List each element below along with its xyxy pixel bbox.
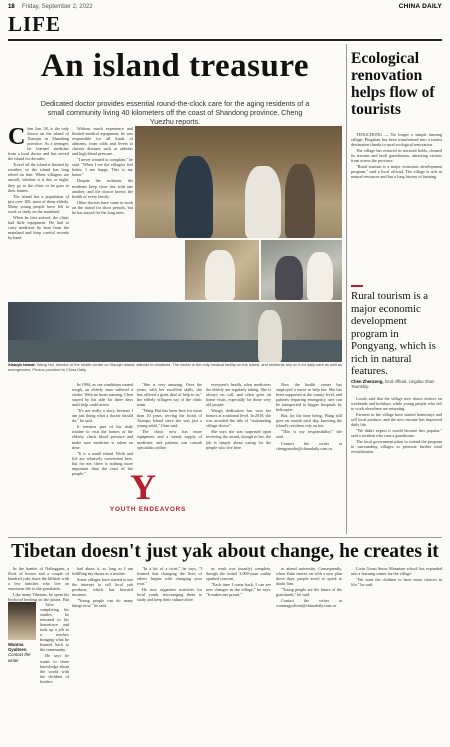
paragraph: to attend university. Consequently, when Zaho moves on with a new plan these days, people aren't so quick to doubt him. (276, 566, 342, 587)
paragraph: Locals said that the village now draws visitors on weekends and holidays, while young people who left to work elsewhere are returning. (351, 396, 442, 412)
paragraph: Travel off the island is limited by weather, so the island has long relied on him. When villagers are unwell, whether it is day or night, they go to the clinic or he goes to their homes. (8, 162, 69, 193)
paragraph: "Young people can do many things now," he said. (72, 598, 133, 609)
story2-headline: Tibetan doesn't just yak about change, he creates it (11, 541, 439, 562)
story-column-1 (8, 126, 69, 422)
sidebar-headline: Ecological renovation helps flow of tourists (351, 50, 435, 118)
section-title: LIFE (8, 12, 62, 36)
story-column-2 (72, 126, 133, 301)
paragraph: She says she was surprised upon receiving the award, though to her, the job is simply about caring for the people who live here. (206, 429, 271, 450)
paragraph: In the hamlet of Nalinggina, a flock of horses and a couple of hundred yaks share the hillside with a few families who live an enormous life in the grasslands. (8, 566, 69, 592)
paragraph: Now the health center has employed a nurse to help her. She has been supported at the county level, and patients requiring emergency care can be transported to bigger hospitals by helicopter. (276, 382, 342, 413)
drop-cap: C (8, 126, 26, 150)
doctor-photo (185, 240, 259, 300)
sidebar-column-top (351, 132, 442, 282)
paragraph: "Rural tourism is a major economic development program," said a local official. The village is rich in natural resources and has a long history of farming. (351, 164, 442, 180)
paragraph: Contact the writer at chengyuezhu@chinadaily.com.cn (276, 440, 342, 451)
paragraph: The clinic now has more equipment and a steady supply of medicine, and patients can consult specialists online. (137, 429, 202, 450)
paragraph: The local government plans to extend the program to surrounding villages to promote further rural revitalization. (351, 439, 442, 455)
story-column-6 (276, 382, 342, 534)
paragraph: "It's not really a story, because I am just doing what a doctor should do," he said. (72, 408, 133, 424)
patient-photo (261, 240, 342, 300)
story2-column-1b (40, 602, 69, 740)
sidebar-column-bottom (351, 396, 442, 534)
story2-column-4 (206, 566, 271, 740)
paragraph: Chen Jun, 58, is the only doctor on the island of Xiaoqin in Shandong province. As a teenager, he learned medicine from a local doctor and has served the island for decades. (8, 126, 69, 162)
page-header (8, 3, 442, 13)
paragraph: Farmers in the village have started homestays and sell local produce, and the new income has improved daily life. (351, 412, 442, 428)
paragraph: He now organizes activities for local youth, encouraging them to study and keep their culture alive. (137, 587, 202, 603)
paragraph: Lixin Gouzi Snow Mountain school has expanded into a learning center for the village. (351, 566, 442, 577)
paragraph: "She is very amazing. Over the years, with her excellent skills, she has offered a great deal of help to us," the elderly villagers say of the clinic team. (137, 382, 202, 408)
caption-text: Wang Hui, director of the health center on Xiaoqin Island, attends to residents. The center is the only medical facility on the island, and residents rely on it for daily care as well as emergencies. Photos provided to China Daily. (8, 362, 342, 372)
paragraph: The village has restored its terraced fields, cleaned its streams and built guesthouses, attracting visitors from across the province. (351, 148, 442, 164)
author-credit: Wanma Gyaltsen Contact the writer (8, 642, 31, 663)
paragraph: Despite the isolation, the residents keep close ties with one another, and the doctor knows the health of every family. (72, 178, 133, 199)
paragraph: "It is a small island. Work and life are relatively convenient here, but for me, there is nothing more important than the trust of the people." (72, 450, 133, 476)
page-number: 18 (8, 4, 15, 10)
paragraph: "In a bit of a twist," he says, "I learned that changing the lives of others begins with changing your own." (137, 566, 202, 587)
paragraph: "Each time I come back, I can see new changes in the village," he says. "It makes me proud." (206, 582, 271, 598)
paragraph: Wang's dedication has won her honors at a national level. In 2019, she was awarded the title of "outstanding village doctor". (206, 408, 271, 429)
date-line: Friday, September 2, 2022 (22, 4, 93, 10)
paragraph: "Wang Hui has been here for more than 10 years, serving the locals of Xiaoqin Island since she was just a young adult," Chen said. (137, 408, 202, 429)
story2-column-6 (351, 566, 442, 740)
paragraph: everyone's health, what medicines the elderly are regularly taking. She is always on call, and often goes on home visits, especially for those very old people. (206, 382, 271, 408)
paragraph: It remains part of his daily routine to visit the homes of the elderly, check blood pressure and make sure medicine is taken on time. (72, 424, 133, 450)
story-deck: Dedicated doctor provides essential round-the-clock care for the aging residents of a small community living 40 kilometers off the coast of Shandong province, Cheng Yuezhu reports. (40, 99, 310, 126)
paragraph: Contact the writer at wanmagyaltsen@chinadaily.com.cn (276, 598, 342, 609)
paper-logo: CHINA DAILY (398, 3, 442, 10)
story-divider (8, 537, 442, 538)
story2-column-5 (276, 566, 342, 740)
youth-endeavors-logo: Y YOUTH ENDEAVORS (109, 467, 187, 513)
island-panorama-photo (8, 302, 342, 362)
paragraph: He says he wants to share knowledge about the world with the children of herders. (40, 653, 69, 684)
paragraph: But, for the time being, Wang still goes on rounds each day, knowing the island's residents rely on her. (276, 413, 342, 429)
paragraph: When he first arrived, the clinic had little equipment. He had to carry medicine by boat from the mainland and keep careful records by hand. (8, 214, 69, 240)
photo-caption (8, 363, 342, 373)
story-column-5 (206, 382, 271, 534)
paragraph: After completing his studies, he returned to his hometown and took up a job as a teacher, bringing what he learned back to the community. (40, 602, 69, 653)
section-rule (8, 39, 442, 41)
caption-label: Xiaoqin Island: (8, 362, 36, 367)
paragraph: "This is my responsibility," she said. (276, 429, 342, 440)
paragraph: "We didn't expect it would become this popular," said a resident who runs a guesthouse. (351, 428, 442, 439)
story2-column-2 (72, 566, 133, 740)
pull-quote-attribution: Chen Zhenzong, local official, Lingdao Shan Township (351, 379, 435, 389)
clinic-photo (135, 126, 342, 238)
paragraph: Some villages have started to use the internet to sell local yak products, which has boosted incomes. (72, 577, 133, 598)
paragraph: or, work was (mostly) complete, though the initial 3,000-yuan outlay sparked concern. (206, 566, 271, 582)
paragraph: TENGCHONG — No longer a simple farming village, Pingshan has been transformed into a tourist destination thanks to rural ecological renovation. (351, 132, 442, 148)
pull-quote-accent (351, 285, 363, 287)
paragraph: "We want the children to have more choices in life," he said. (351, 577, 442, 588)
paragraph: Other doctors have come to work on the island for short periods, but he has stayed for the long term. (72, 199, 133, 215)
story2-column-1 (8, 566, 69, 602)
paragraph: Without much experience and limited medical equipment, he was responsible for all kinds of ailments, from colds and fevers to chronic diseases such as arthritis and high blood pressure. (72, 126, 133, 157)
story-headline: An island treasure (40, 48, 310, 84)
author-photo (8, 602, 36, 640)
story2-column-3 (137, 566, 202, 740)
paragraph: "I never wanted to complain," he said. "When I see the villagers feel better, I am happy. This is my home." (72, 157, 133, 178)
paragraph: In 1994, as sea conditions turned rough, an elderly man suffered a stroke. With no boats running, Chen stayed by his side for three days until help could arrive. (72, 382, 133, 408)
paragraph: Like many Tibetans, he spent his boyhood herding on the plains. But (8, 592, 69, 602)
paragraph: The island has a population of just over 100, most of them elderly. Many young people have left to work or study on the mainland. (8, 193, 69, 214)
pull-quote: Rural tourism is a major economic development program in Pongyang, which is rich in natural features. (351, 290, 443, 378)
paragraph: had about it, so long as I am fulfilling my duties as a teacher. (72, 566, 133, 577)
sidebar-divider (346, 44, 347, 534)
paragraph: "Young people are the future of the grasslands," he said. (276, 587, 342, 598)
